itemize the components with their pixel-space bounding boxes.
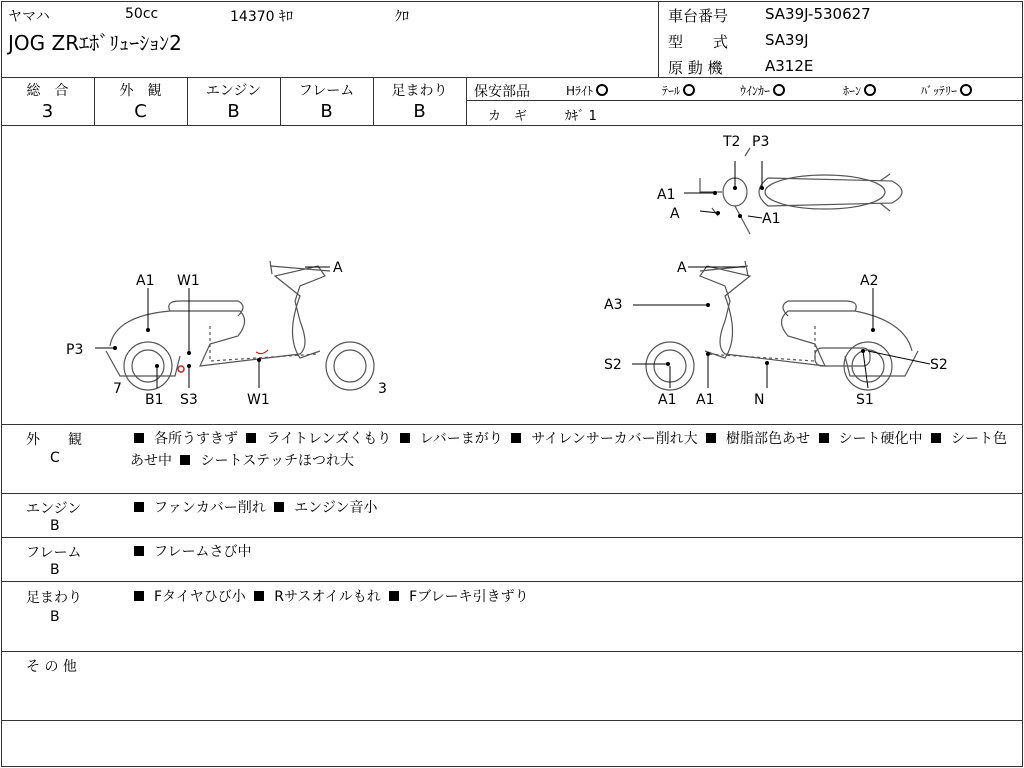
remark-other-label: そ の 他 <box>26 659 77 675</box>
remark-suspension-label: 足まわり <box>26 590 82 606</box>
scooter-diagram <box>0 126 1024 424</box>
displacement: 50cc <box>125 6 159 22</box>
safety-winker: ｳｲﾝｶｰ <box>740 82 785 99</box>
model-name: JOG ZRｴﾎﾞﾘｭｰｼｮﾝ2 <box>8 31 182 55</box>
bullet-icon <box>511 433 521 443</box>
bullet-icon <box>706 433 716 443</box>
remark-suspension-grade: B <box>50 609 60 625</box>
remark-frame-grade: B <box>50 562 60 578</box>
safety-tail: ﾃｰﾙ <box>662 82 695 99</box>
bullet-icon <box>931 433 941 443</box>
note-item: レバーまがり <box>396 431 503 447</box>
maker: ヤマハ <box>8 9 50 25</box>
label-right-S2-b: S2 <box>930 357 948 373</box>
engine-label: 原 動 機 <box>668 59 723 77</box>
bullet-icon <box>134 502 144 512</box>
label-right-A3: A3 <box>604 297 623 313</box>
grade-suspension-label: 足まわり <box>391 83 448 99</box>
label-top-A: A <box>670 206 680 222</box>
type-value: SA39J <box>765 31 809 49</box>
grade-exterior-label: 外 観 <box>119 83 162 99</box>
grade-engine-value: B <box>227 101 240 122</box>
remark-suspension-notes <box>130 586 529 606</box>
label-left-W1-b: W1 <box>247 392 270 408</box>
label-right-S2-a: S2 <box>604 357 622 373</box>
note-item: Fタイヤひび小 <box>130 589 246 605</box>
label-top-A1-a: A1 <box>657 187 676 203</box>
label-right-A1-b: A1 <box>696 392 715 408</box>
remark-engine-label: エンジン <box>26 501 82 517</box>
grade-engine-label: エンジン <box>205 83 262 99</box>
bullet-icon <box>246 433 256 443</box>
grade-suspension-value: B <box>413 101 426 122</box>
frame-no: SA39J-530627 <box>765 5 871 23</box>
label-top-P3: P3 <box>752 134 770 150</box>
note-item: 各所うすきず <box>130 431 238 447</box>
label-left-P3: P3 <box>66 342 84 358</box>
note-item: シート色あせ中 <box>130 431 1007 469</box>
note-item: Rサスオイルもれ <box>250 589 380 605</box>
ok-circle-icon <box>683 84 695 96</box>
note-item: サイレンサーカバー削れ大 <box>507 431 697 447</box>
label-right-A1-a: A1 <box>658 392 677 408</box>
note-item: Fブレーキ引きずり <box>385 589 529 605</box>
grade-frame-value: B <box>320 101 333 122</box>
remark-exterior-grade: C <box>50 450 60 466</box>
grade-exterior-value: C <box>134 101 147 122</box>
ok-circle-icon <box>960 84 972 96</box>
bullet-icon <box>254 591 264 601</box>
remark-exterior-label: 外 観 <box>26 432 82 448</box>
remark-frame-notes <box>130 541 251 561</box>
key-label: カ ギ <box>488 109 528 124</box>
label-top-T2: T2 <box>723 134 741 150</box>
remark-engine-grade: B <box>50 518 60 534</box>
label-right-N: N <box>754 392 765 408</box>
note-item: ファンカバー削れ <box>130 500 266 516</box>
grade-frame-label: フレーム <box>298 83 355 99</box>
safety-headlight: Hﾗｲﾄ <box>566 82 608 99</box>
type-label: 型 式 <box>668 33 729 51</box>
label-top-A1-b: A1 <box>762 211 781 227</box>
label-right-S1: S1 <box>856 392 874 408</box>
key-value: ｶｷﾞ 1 <box>565 109 597 124</box>
label-right-A: A <box>677 260 687 276</box>
label-left-A: A <box>333 260 343 276</box>
bullet-icon <box>134 433 144 443</box>
scooter-top-view <box>700 148 902 234</box>
note-item: エンジン音小 <box>270 500 377 516</box>
note-item: 樹脂部色あせ <box>702 431 810 447</box>
remark-frame-label: フレーム <box>26 545 82 561</box>
color: ｸﾛ <box>395 9 409 25</box>
note-item: シートステッチほつれ大 <box>176 453 354 469</box>
bullet-icon <box>819 433 829 443</box>
label-left-A1: A1 <box>136 273 155 289</box>
label-left-3: 3 <box>378 381 387 397</box>
frame-no-label: 車台番号 <box>668 7 729 25</box>
grade-total-label: 総 合 <box>26 83 69 99</box>
bullet-icon <box>274 502 284 512</box>
remark-engine-notes <box>130 497 378 517</box>
note-item: ライトレンズくもり <box>242 431 391 447</box>
engine-value: A312E <box>765 57 814 75</box>
label-left-B1: B1 <box>145 392 164 408</box>
label-left-7: 7 <box>113 381 122 397</box>
ok-circle-icon <box>864 84 876 96</box>
bullet-icon <box>400 433 410 443</box>
bullet-icon <box>134 546 144 556</box>
safety-label: 保安部品 <box>474 84 530 100</box>
ok-circle-icon <box>596 84 608 96</box>
mileage: 14370 ｷﾛ <box>230 9 293 25</box>
label-right-A2: A2 <box>860 273 879 289</box>
ok-circle-icon <box>773 84 785 96</box>
note-item: シート硬化中 <box>815 431 923 447</box>
safety-battery: ﾊﾞｯﾃﾘｰ <box>921 82 972 99</box>
bullet-icon <box>134 591 144 601</box>
label-left-S3: S3 <box>180 392 198 408</box>
note-item: フレームさび中 <box>130 544 251 560</box>
remark-exterior-notes <box>130 428 1015 472</box>
safety-horn: ﾎｰﾝ <box>843 82 876 99</box>
grade-total-value: 3 <box>41 101 54 122</box>
label-left-W1: W1 <box>177 273 200 289</box>
bullet-icon <box>389 591 399 601</box>
bullet-icon <box>180 455 190 465</box>
